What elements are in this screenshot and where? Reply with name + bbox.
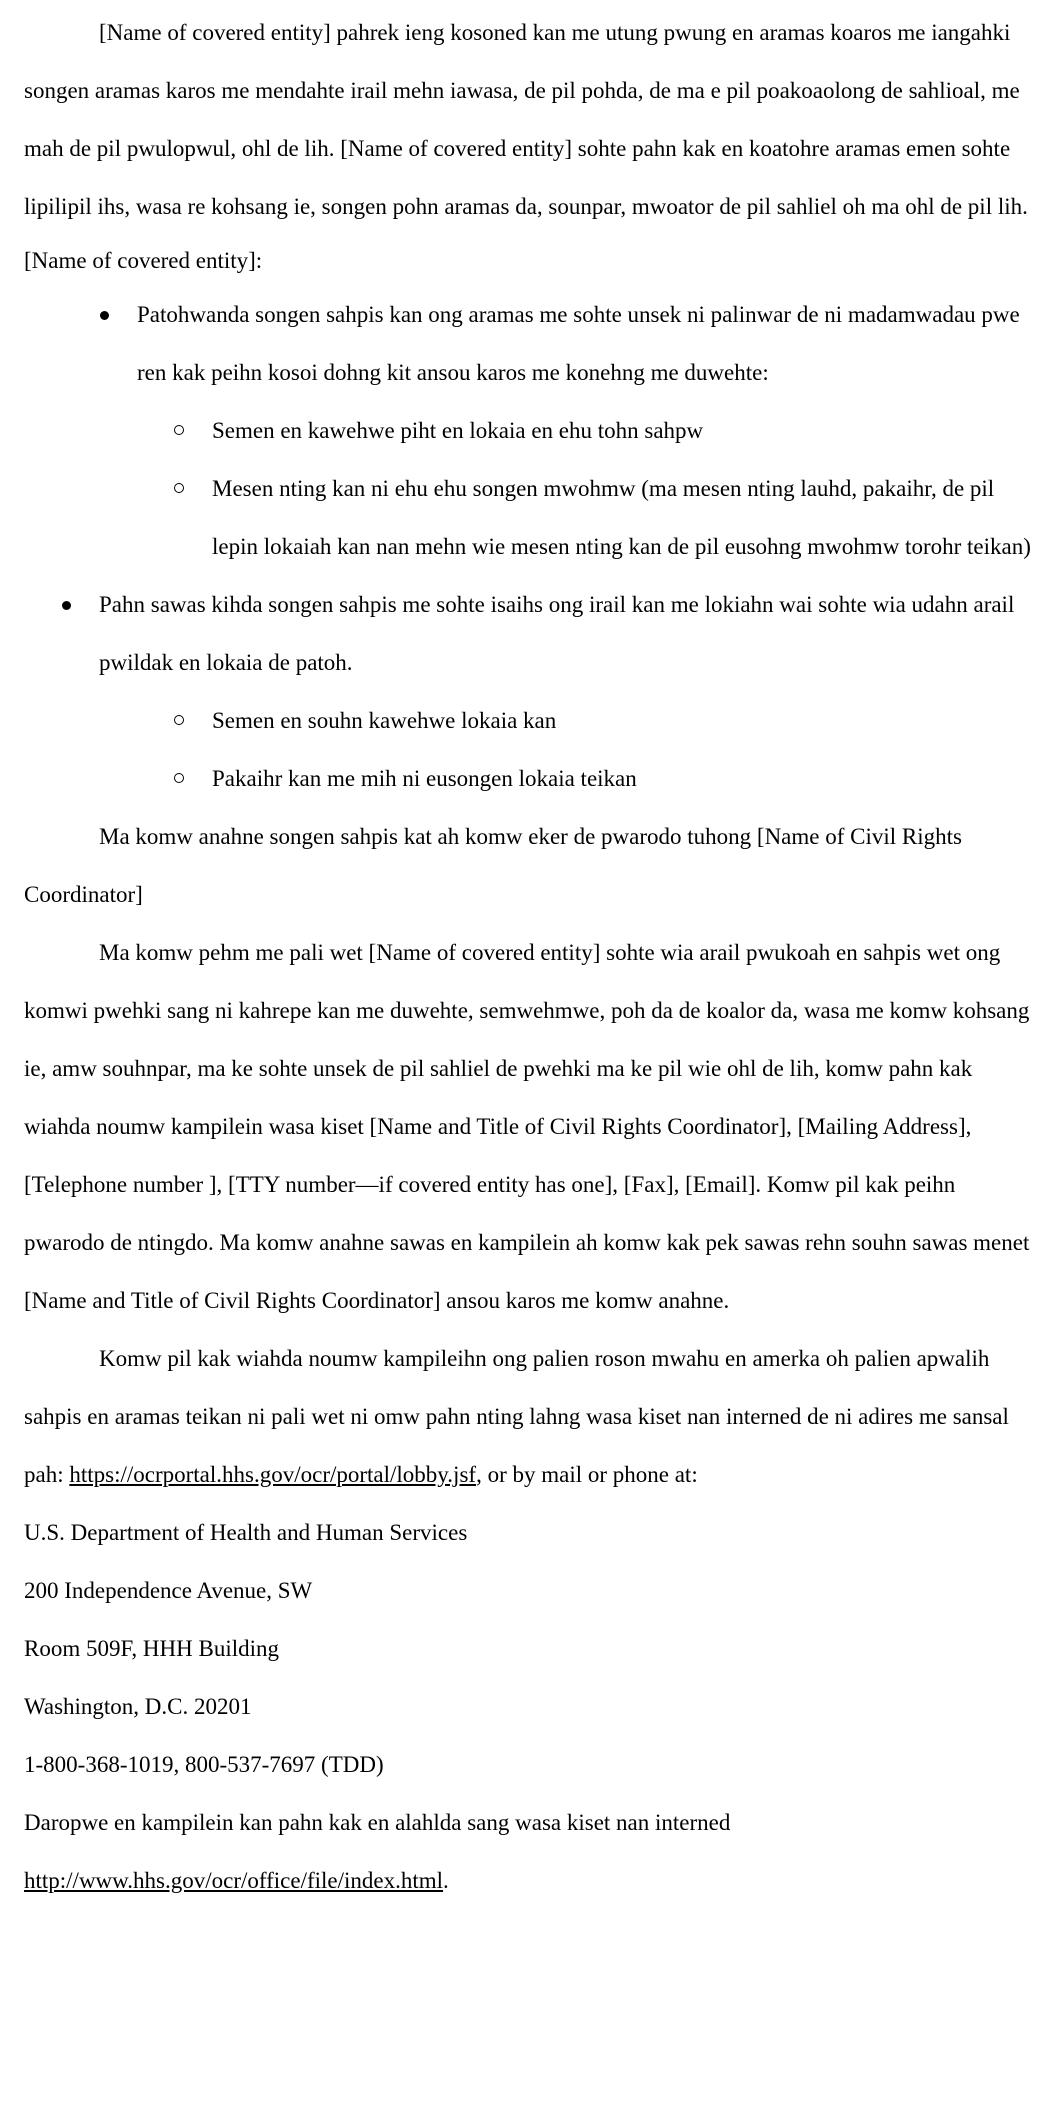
entity-heading: [Name of covered entity]: xyxy=(24,248,263,273)
circle-bullet-icon xyxy=(174,460,184,518)
coordinator-paragraph: Ma komw anahne songen sahpis kat ah komw eker de pwarodo tuhong [Name of Civil Rights Coordinator] xyxy=(24,824,962,907)
forms-paragraph: Daropwe en kampilein kan pahn kak en alahlda sang wasa kiset nan interned xyxy=(24,1810,731,1835)
address-line: U.S. Department of Health and Human Services xyxy=(24,1520,468,1545)
services-list-language xyxy=(24,576,1034,808)
list-item: Semen en kawehwe piht en lokaia en ehu tohn sahpw xyxy=(24,402,1034,460)
intro-paragraph: [Name of covered entity] pahrek ieng kosoned kan me utung pwung en aramas koaros me iangahki songen aramas karos me mendahte irail mehn iawasa, de pil pohda, de ma e pil poakoaolong de sahlioal, me mah de pil pwulopwul, ohl de lih. [Name of covered entity] sohte pahn kak en koatohre aramas emen sohte lipilipil ihs, wasa re kohsang ie, songen pohn aramas da, sounpar, mwoator de pil sahliel oh ma ohl de pil lih. xyxy=(24,20,1028,219)
complaint-forms-link[interactable]: http://www.hhs.gov/ocr/office/file/index.html xyxy=(24,1868,444,1893)
address-line: Room 509F, HHH Building xyxy=(24,1636,280,1661)
document-body xyxy=(24,4,1034,1910)
list-item: Pahn sawas kihda songen sahpis me sohte isaihs ong irail kan me lokiahn wai sohte wia udahn arail pwildak en lokaia de patoh. xyxy=(24,576,1034,692)
ocr-portal-link[interactable]: https://ocrportal.hhs.gov/ocr/portal/lobby.jsf xyxy=(69,1462,477,1487)
grievance-paragraph: Ma komw pehm me pali wet [Name of covered entity] sohte wia arail pwukoah en sahpis wet ong komwi pwehki sang ni kahrepe kan me duwehte, semwehmwe, poh da de koalor da, wasa me komw kohsang ie, amw souhnpar, ma ke sohte unsek de pil sahliel de pwehki ma ke pil wie ohl de lih, komw pahn kak wiahda noumw kampilein wasa kiset [Name and Title of Civil Rights Coordinator], [Mailing Address], [Telephone number ], [TTY number—if covered entity has one], [Fax], [Email]. Komw pil kak peihn pwarodo de ntingdo. Ma komw anahne sawas en kampilein ah komw kak pek sawas rehn souhn sawas menet [Name and Title of Civil Rights Coordinator] ansou karos me komw anahne. xyxy=(24,940,1030,1313)
forms-link-line: http://www.hhs.gov/ocr/office/file/index.html. xyxy=(24,1868,449,1893)
list-item: Pakaihr kan me mih ni eusongen lokaia teikan xyxy=(24,750,1034,808)
phone-line: 1-800-368-1019, 800-537-7697 (TDD) xyxy=(24,1752,384,1777)
bullet-icon xyxy=(62,576,71,634)
address-line: 200 Independence Avenue, SW xyxy=(24,1578,313,1603)
circle-bullet-icon xyxy=(174,692,184,750)
circle-bullet-icon xyxy=(174,750,184,808)
list-item: Semen en souhn kawehwe lokaia kan xyxy=(24,692,1034,750)
circle-bullet-icon xyxy=(174,402,184,460)
mailing-address xyxy=(24,1504,1034,1794)
address-line: Washington, D.C. 20201 xyxy=(24,1694,252,1719)
complaint-paragraph: Komw pil kak wiahda noumw kampileihn ong palien roson mwahu en amerka oh palien apwalih sahpis en aramas teikan ni pali wet ni omw pahn nting lahng wasa kiset nan interned de ni adires me sansal pah: https://ocrportal.hhs.gov/ocr/portal/lobby.jsf, or by mail or phone at: xyxy=(24,1346,1009,1487)
list-item: Patohwanda songen sahpis kan ong aramas me sohte unsek ni palinwar de ni madamwadau pwe ren kak peihn kosoi dohng kit ansou karos me konehng me duwehte: xyxy=(24,286,1034,402)
list-item: Mesen nting kan ni ehu ehu songen mwohmw (ma mesen nting lauhd, pakaihr, de pil lepin lokaiah kan nan mehn wie mesen nting kan de pil eusohng mwohmw torohr teikan) xyxy=(24,460,1034,576)
services-list-disabilities xyxy=(24,286,1034,576)
bullet-icon xyxy=(100,286,109,344)
